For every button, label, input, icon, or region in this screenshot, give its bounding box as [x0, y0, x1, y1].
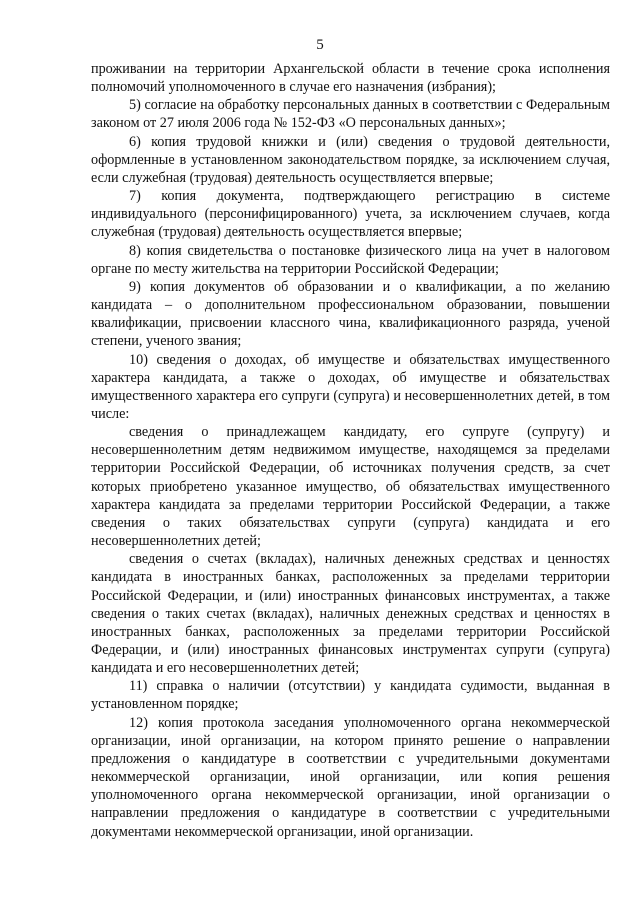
paragraph-continuation: проживании на территории Архангельской области в течение срока исполнения полномочий уполномоченного в случае его назначения (избрания); — [91, 61, 610, 96]
paragraph-item-7: 7) копия документа, подтверждающего регистрацию в системе индивидуального (персонифицированного) учета, за исключением случаев, когда служебная (трудовая) деятельность осуществляется впервые; — [91, 188, 610, 241]
document-body — [91, 60, 610, 841]
paragraph-item-11: 11) справка о наличии (отсутствии) у кандидата судимости, выданная в установленном порядке; — [91, 678, 610, 713]
paragraph-item-9: 9) копия документов об образовании и о квалификации, а по желанию кандидата – о дополнительном профессиональном образовании, повышении квалификации, присвоении классного чина, квалификационного разряда, ученой степени, ученого звания; — [91, 278, 610, 350]
paragraph-item-5: 5) согласие на обработку персональных данных в соответствии с Федеральным законом от 27 июля 2006 года № 152-ФЗ «О персональных данных»; — [91, 97, 610, 132]
paragraph-item-6: 6) копия трудовой книжки и (или) сведения о трудовой деятельности, оформленные в установленном законодательством порядке, за исключением случая, если служебная (трудовая) деятельность осуществляется впервые; — [91, 133, 610, 186]
page-number: 5 — [316, 37, 324, 53]
paragraph-item-10: 10) сведения о доходах, об имуществе и обязательствах имущественного характера кандидата, а также о доходах, об имуществе и обязательствах имущественного характера его супруги (супруга) и несовершеннолетних детей, в том числе: — [91, 351, 610, 422]
paragraph-item-10-real-estate: сведения о принадлежащем кандидату, его супруге (супругу) и несовершеннолетним детям недвижимом имуществе, находящемся за пределами территории Российской Федерации, об источниках получения средств, за счет которых приобретено указанное имущество, об обязательствах имущественного характера кандидата за пределами территории Российской Федерации, а также сведения о таких обязательствах супруги (супруга) кандидата и его несовершеннолетних детей; — [91, 424, 610, 550]
paragraph-item-8: 8) копия свидетельства о постановке физического лица на учет в налоговом органе по месту жительства на территории Российской Федерации; — [91, 242, 610, 277]
paragraph-item-10-accounts: сведения о счетах (вкладах), наличных денежных средствах и ценностях кандидата в иностранных банках, расположенных за пределами территории Российской Федерации, и (или) иностранных финансовых инструментах, а также сведения о таких счетах (вкладах), наличных денежных средствах и ценностях в иностранных банках, расположенных за пределами территории Российской Федерации, и (или) иностранных финансовых инструментах супруги (супруга) кандидата и его несовершеннолетних детей; — [91, 551, 610, 677]
paragraph-item-12: 12) копия протокола заседания уполномоченного органа некоммерческой организации, иной организации, на котором принято решение о направлении предложения о кандидатуре в соответствии с учредительными документами некоммерческой организации, иной организации, или копия решения уполномоченного органа некоммерческой организации, иной организации о направлении предложения о кандидатуре в соответствии с учредительными документами некоммерческой организации, иной организации. — [91, 714, 610, 840]
